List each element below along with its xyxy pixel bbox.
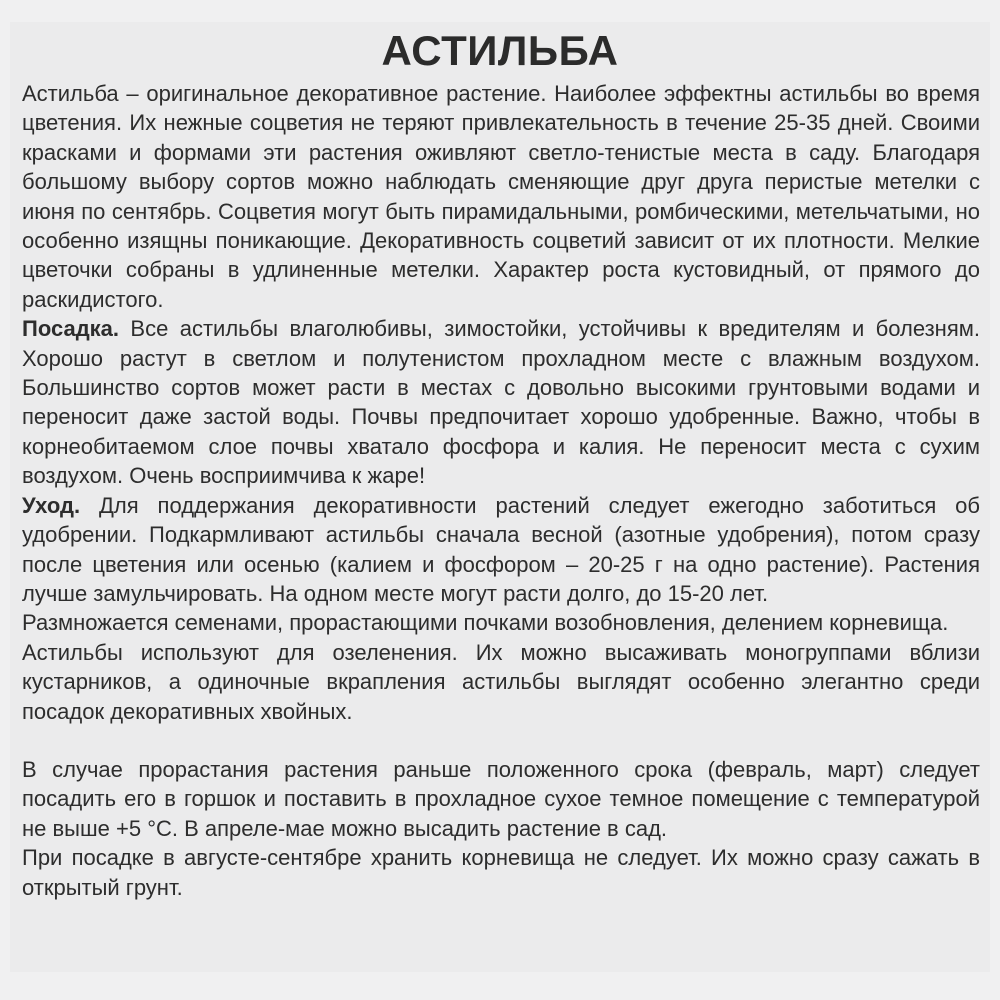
autumn-note-paragraph: При посадке в августе-сентябре хранить корневища не следует. Их можно сразу сажать в открытый грунт. — [22, 845, 980, 900]
paragraph-spacer — [22, 726, 980, 755]
planting-text: Все астильбы влаголюбивы, зимостойки, устойчивы к вредителям и болезням. Хорошо растут в светлом и полутенистом прохладном месте с влажным воздухом. Большинство сортов может расти в местах с довольно высокими грунтовыми водами и переносит даже застой воды. Почвы предпочитает хорошо удобренные. Важно, чтобы в корнеобитаемом слое почвы хватало фосфора и калия. Не переносит места с сухим воздухом. Очень восприимчива к жаре! — [22, 316, 980, 489]
care-heading: Уход. — [22, 492, 81, 518]
care-text: Для поддержания декоративности растений следует ежегодно заботиться об удобрении. Подкармливают астильбы сначала весной (азотные удобрения), потом сразу после цветения или осенью (калием и фосфором – 20-25 г на одно растение). Растения лучше замульчировать. На одном месте могут расти долго, до 15-20 лет. — [22, 492, 980, 606]
planting-heading: Посадка. — [22, 316, 120, 342]
intro-paragraph: Астильба – оригинальное декоративное растение. Наиболее эффектны астильбы во время цветения. Их нежные соцветия не теряют привлекательность в течение 25-35 дней. Своими красками и формами эти растения оживляют светло-тенистые места в саду. Благодаря большому выбору сортов можно наблюдать сменяющие друг друга перистые метелки с июня по сентябрь. Соцветия могут быть пирамидальными, ромбическими, метельчатыми, но особенно изящны поникающие. Декоративность соцветий зависит от их плотности. Мелкие цветочки собраны в удлиненные метелки. Характер роста кустовидный, от прямого до раскидистого. — [22, 81, 980, 312]
planting-paragraph — [22, 314, 980, 490]
page-title: АСТИЛЬБА — [381, 27, 619, 74]
sprouting-note-paragraph: В случае прорастания растения раньше положенного срока (февраль, март) следует посадить его в горшок и поставить в прохладное сухое темное помещение с температурой не выше +5 °С. В апреле-мае можно высадить растение в сад. — [22, 756, 980, 841]
propagation-paragraph: Размножается семенами, прорастающими почками возобновления, делением корневища. — [22, 610, 949, 636]
description-body — [22, 79, 980, 902]
landscaping-paragraph: Астильбы используют для озеленения. Их можно высаживать моногруппами вблизи кустарников, а одиночные вкрапления астильбы выглядят особенно элегантно среди посадок декоративных хвойных. — [22, 639, 980, 724]
care-paragraph — [22, 491, 980, 609]
